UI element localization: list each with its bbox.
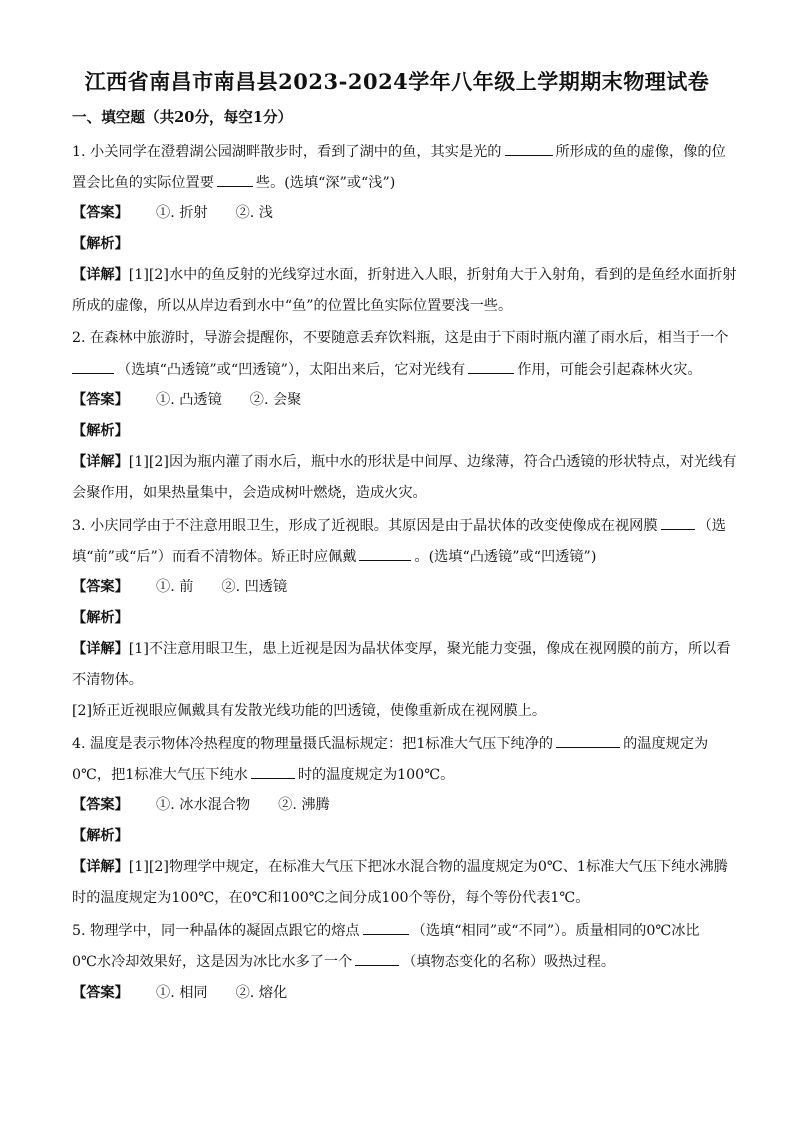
- analysis-label: 【解析】: [72, 828, 129, 844]
- answer-blank: [556, 733, 620, 748]
- q4-text-c: 0℃，把1标准大气压下纯水: [72, 767, 248, 783]
- q1-text-b: 所形成的鱼的虚像，像的位: [555, 144, 726, 160]
- q4-text-d: 时的温度规定为100℃。: [297, 767, 455, 783]
- answer-blank: [505, 141, 553, 156]
- q4-text-a: 4. 温度是表示物体冷热程度的物理量摄氏温标规定：把1标准大气压下纯净的: [72, 736, 554, 752]
- analysis-label: 【解析】: [72, 236, 129, 252]
- answer-label: 【答案】: [72, 985, 129, 1001]
- answer-blank: [359, 546, 411, 561]
- question-5: [72, 920, 732, 941]
- detail-label: 【详解】: [72, 454, 129, 470]
- detail-label: 【详解】: [72, 267, 129, 283]
- answer-blank: [363, 920, 409, 935]
- analysis-1: [72, 234, 732, 254]
- answer-blank: [251, 764, 295, 779]
- detail-2: [72, 452, 737, 472]
- answer-blank: [468, 359, 514, 374]
- q5-text-d: （填物态变化的名称）吸热过程。: [402, 954, 616, 970]
- answer-label: 【答案】: [72, 205, 129, 221]
- analysis-2: [72, 421, 732, 441]
- detail-1-cont: 所成的虚像，所以从岸边看到水中“鱼”的位置比鱼实际位置要浅一些。: [72, 298, 513, 314]
- answer-blank: [217, 172, 253, 187]
- analysis-3: [72, 608, 732, 628]
- q5-text-c: 0℃水冷却效果好，这是因为冰比水多了一个: [72, 954, 353, 970]
- answer-1: [72, 203, 732, 223]
- detail-3-cont: 不清物体。: [72, 672, 143, 688]
- answer-value: ①. 凸透镜: [156, 392, 222, 408]
- document-title: 江西省南昌市南昌县2023-2024学年八年级上学期期末物理试卷: [84, 69, 710, 94]
- detail-text: [1][2]物理学中规定，在标准大气压下把冰水混合物的温度规定为0℃、1标准大气压下纯水沸腾: [128, 859, 728, 875]
- answer-value: ①. 折射: [156, 205, 208, 221]
- q5-text-b: （选填“相同”或“不同”）。质量相同的0℃冰比: [411, 923, 700, 939]
- detail-label: 【详解】: [72, 641, 129, 657]
- detail-1: [72, 265, 737, 285]
- question-4: [72, 733, 732, 754]
- answer-2: [72, 390, 732, 410]
- detail-4-cont: 时的温度规定为100℃，在0℃和100℃之间分成100个等份，每个等份代表1℃。: [72, 890, 590, 906]
- answer-value: ①. 冰水混合物: [156, 797, 251, 813]
- answer-5: [72, 983, 732, 1003]
- answer-blank: [72, 359, 114, 374]
- answer-value: ②. 会聚: [249, 392, 302, 408]
- q1-text-c: 置会比鱼的实际位置要: [72, 175, 214, 191]
- answer-value: ①. 相同: [156, 985, 208, 1001]
- detail-3: [72, 639, 732, 659]
- section-heading: 一、填空题（共20分，每空1分）: [72, 109, 293, 126]
- answer-value: ①. 前: [156, 579, 194, 595]
- q1-text-a: 1. 小关同学在澄碧湖公园湖畔散步时，看到了湖中的鱼，其实是光的: [72, 144, 502, 160]
- question-5-cont: [72, 951, 732, 972]
- answer-label: 【答案】: [72, 797, 129, 813]
- answer-value: ②. 熔化: [235, 985, 288, 1001]
- answer-blank: [661, 515, 695, 530]
- question-1: [72, 141, 732, 162]
- question-3: [72, 515, 732, 536]
- detail-3-second: [2]矫正近视眼应佩戴具有发散光线功能的凹透镜，使像重新成在视网膜上。: [72, 703, 547, 719]
- detail-4: [72, 857, 732, 877]
- q1-text-d: 些。(选填“深”或“浅”): [255, 175, 396, 191]
- detail-label: 【详解】: [72, 859, 129, 875]
- question-4-cont: [72, 764, 732, 785]
- answer-4: [72, 795, 732, 815]
- answer-value: ②. 凹透镜: [221, 579, 288, 595]
- q2-text-b: （选填“凸透镜”或“凹透镜”），太阳出来后，它对光线有: [117, 362, 466, 378]
- question-2-cont: [72, 359, 732, 380]
- q3-text-d: 。(选填“凸透镜”或“凹透镜”): [414, 549, 597, 565]
- q2-text-c: 作用，可能会引起森林火灾。: [517, 362, 702, 378]
- q3-text-b: （选: [697, 518, 726, 534]
- detail-text: [1][2]因为瓶内灌了雨水后，瓶中水的形状是中间厚、边缘薄，符合凸透镜的形状特点，对光线有: [128, 454, 737, 470]
- detail-text: [1]不注意用眼卫生，患上近视是因为晶状体变厚，聚光能力变强，像成在视网膜的前方，所以看: [128, 641, 731, 657]
- answer-label: 【答案】: [72, 579, 129, 595]
- analysis-label: 【解析】: [72, 423, 129, 439]
- detail-text: [1][2]水中的鱼反射的光线穿过水面，折射进入人眼，折射角大于入射角，看到的是鱼经水面折射: [128, 267, 737, 283]
- answer-3: [72, 577, 732, 597]
- question-3-cont: [72, 546, 732, 567]
- analysis-4: [72, 826, 732, 846]
- answer-value: ②. 浅: [235, 205, 273, 221]
- detail-2-cont: 会聚作用，如果热量集中，会造成树叶燃烧，造成火灾。: [72, 485, 427, 501]
- q5-text-a: 5. 物理学中，同一种晶体的凝固点跟它的熔点: [72, 923, 360, 939]
- q3-text-a: 3. 小庆同学由于不注意用眼卫生，形成了近视眼。其原因是由于晶状体的改变使像成在视网膜: [72, 518, 658, 534]
- answer-label: 【答案】: [72, 392, 129, 408]
- question-1-cont: [72, 172, 732, 193]
- q3-text-c: 填“前”或“后”）而看不清物体。矫正时应佩戴: [72, 549, 357, 565]
- q4-text-b: 的温度规定为: [623, 736, 709, 752]
- answer-value: ②. 沸腾: [278, 797, 330, 813]
- answer-blank: [355, 951, 399, 966]
- question-2: 2. 在森林中旅游时，导游会提醒你，不要随意丢弃饮料瓶，这是由于下雨时瓶内灌了雨水后，相当于一个: [72, 330, 729, 346]
- analysis-label: 【解析】: [72, 610, 129, 626]
